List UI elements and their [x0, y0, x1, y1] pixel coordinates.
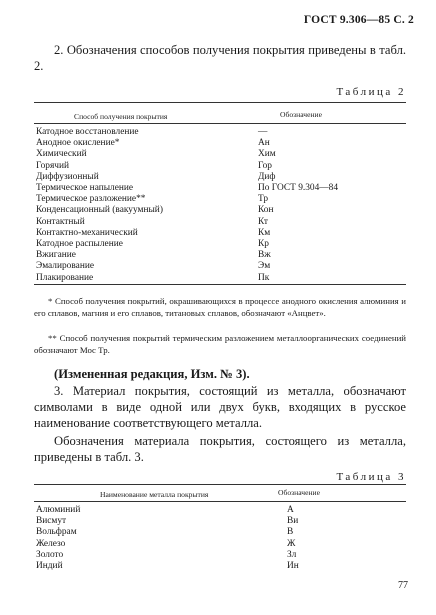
- table-2-header-rule: [34, 123, 406, 124]
- table-row-name: Золото: [36, 549, 64, 560]
- paragraph-3: 3. Материал покрытия, состоящий из металла, обозначают символами в виде одной или двух букв, входящих в русское наименование соответствующего металла.: [34, 384, 406, 430]
- table-row-code: Кон: [258, 205, 274, 216]
- table-row-name: Эмалирование: [36, 261, 95, 272]
- table-row-code: —: [258, 127, 268, 137]
- table-row-name: Вольфрам: [36, 527, 77, 538]
- table-row-name: Индий: [36, 561, 63, 571]
- table-row-code: Пк: [258, 272, 270, 283]
- table-row-code: В: [287, 527, 294, 538]
- table-2-header-code: Обозначение: [280, 110, 322, 119]
- table-row-name: Горячий: [36, 160, 70, 171]
- table-row-code: Ан: [258, 138, 270, 149]
- table-2-caption: Таблица 2: [336, 86, 406, 98]
- table-row-code: Ж: [287, 538, 296, 549]
- table-3-header-code: Обозначение: [278, 488, 320, 497]
- table-3-caption: Таблица 3: [336, 471, 406, 483]
- table-row-code: Гор: [258, 160, 272, 171]
- table-row-code: Кт: [258, 216, 268, 227]
- table-row-name: Алюминий: [36, 505, 81, 515]
- paragraph-4: Обозначения материала покрытия, состоящего из металла, приведены в табл. 3.: [34, 434, 406, 464]
- table-row-code: Кр: [258, 239, 269, 249]
- table-row-name: Химический: [36, 149, 87, 160]
- table-row-code: Тр: [258, 194, 269, 205]
- table-row-name: Анодное окисление*: [36, 138, 120, 149]
- table-row-name: Катодное восстановление: [36, 127, 139, 137]
- table-row-name: Катодное распыление: [36, 239, 123, 249]
- table-row-code: Эм: [258, 261, 271, 272]
- table-row-name: Конденсационный (вакуумный): [36, 205, 163, 216]
- table-row-code: Ин: [287, 561, 299, 571]
- table-row-name: Термическое разложение**: [36, 194, 146, 205]
- table-row-name: Диффузионный: [36, 171, 99, 182]
- table-row-code: По ГОСТ 9.304—84: [258, 183, 339, 193]
- table-row-name: Железо: [36, 538, 66, 549]
- table-2-header-method: Способ получения покрытия: [74, 112, 168, 121]
- table-row-code: А: [287, 505, 294, 515]
- paragraph-2: 2. Обозначения способов получения покрытия приведены в табл. 2.: [34, 43, 406, 73]
- table-row-name: Висмут: [36, 516, 67, 527]
- table-row-code: Диф: [258, 171, 276, 182]
- table-row-code: Вж: [258, 250, 271, 261]
- running-header: ГОСТ 9.306—85 С. 2: [303, 14, 414, 26]
- table-3-header-metal: Наименование металла покрытия: [100, 490, 209, 499]
- revision-note: (Измененная редакция, Изм. № 3).: [54, 367, 250, 381]
- page-number: 77: [398, 580, 408, 591]
- table-2-top-rule: [34, 102, 406, 103]
- table-3-top-rule: [34, 484, 406, 485]
- table-row-name: Термическое напыление: [36, 183, 134, 193]
- table-3-header-rule: [34, 501, 406, 502]
- table-row-code: Хим: [258, 149, 276, 160]
- table-row-name: Контактно-механический: [36, 227, 138, 238]
- table-row-code: Зл: [287, 549, 297, 560]
- table-row-code: Км: [258, 227, 271, 238]
- table-row-name: Вжигание: [36, 250, 76, 261]
- table-row-name: Плакирование: [36, 272, 94, 283]
- table-2-bottom-rule: [34, 284, 406, 285]
- table-row-code: Ви: [287, 516, 299, 527]
- table-row-name: Контактный: [36, 216, 85, 227]
- footnote-thermal: ** Способ получения покрытий термическим разложением металлоорганических соединений обозначают Мос Тр.: [34, 333, 406, 355]
- footnote-anodizing: * Способ получения покрытий, окрашивающихся в процессе анодного окисления алюминия и его сплавов, магния и его сплавов, титановых сплавов, обозначают «Анцвет».: [34, 296, 406, 318]
